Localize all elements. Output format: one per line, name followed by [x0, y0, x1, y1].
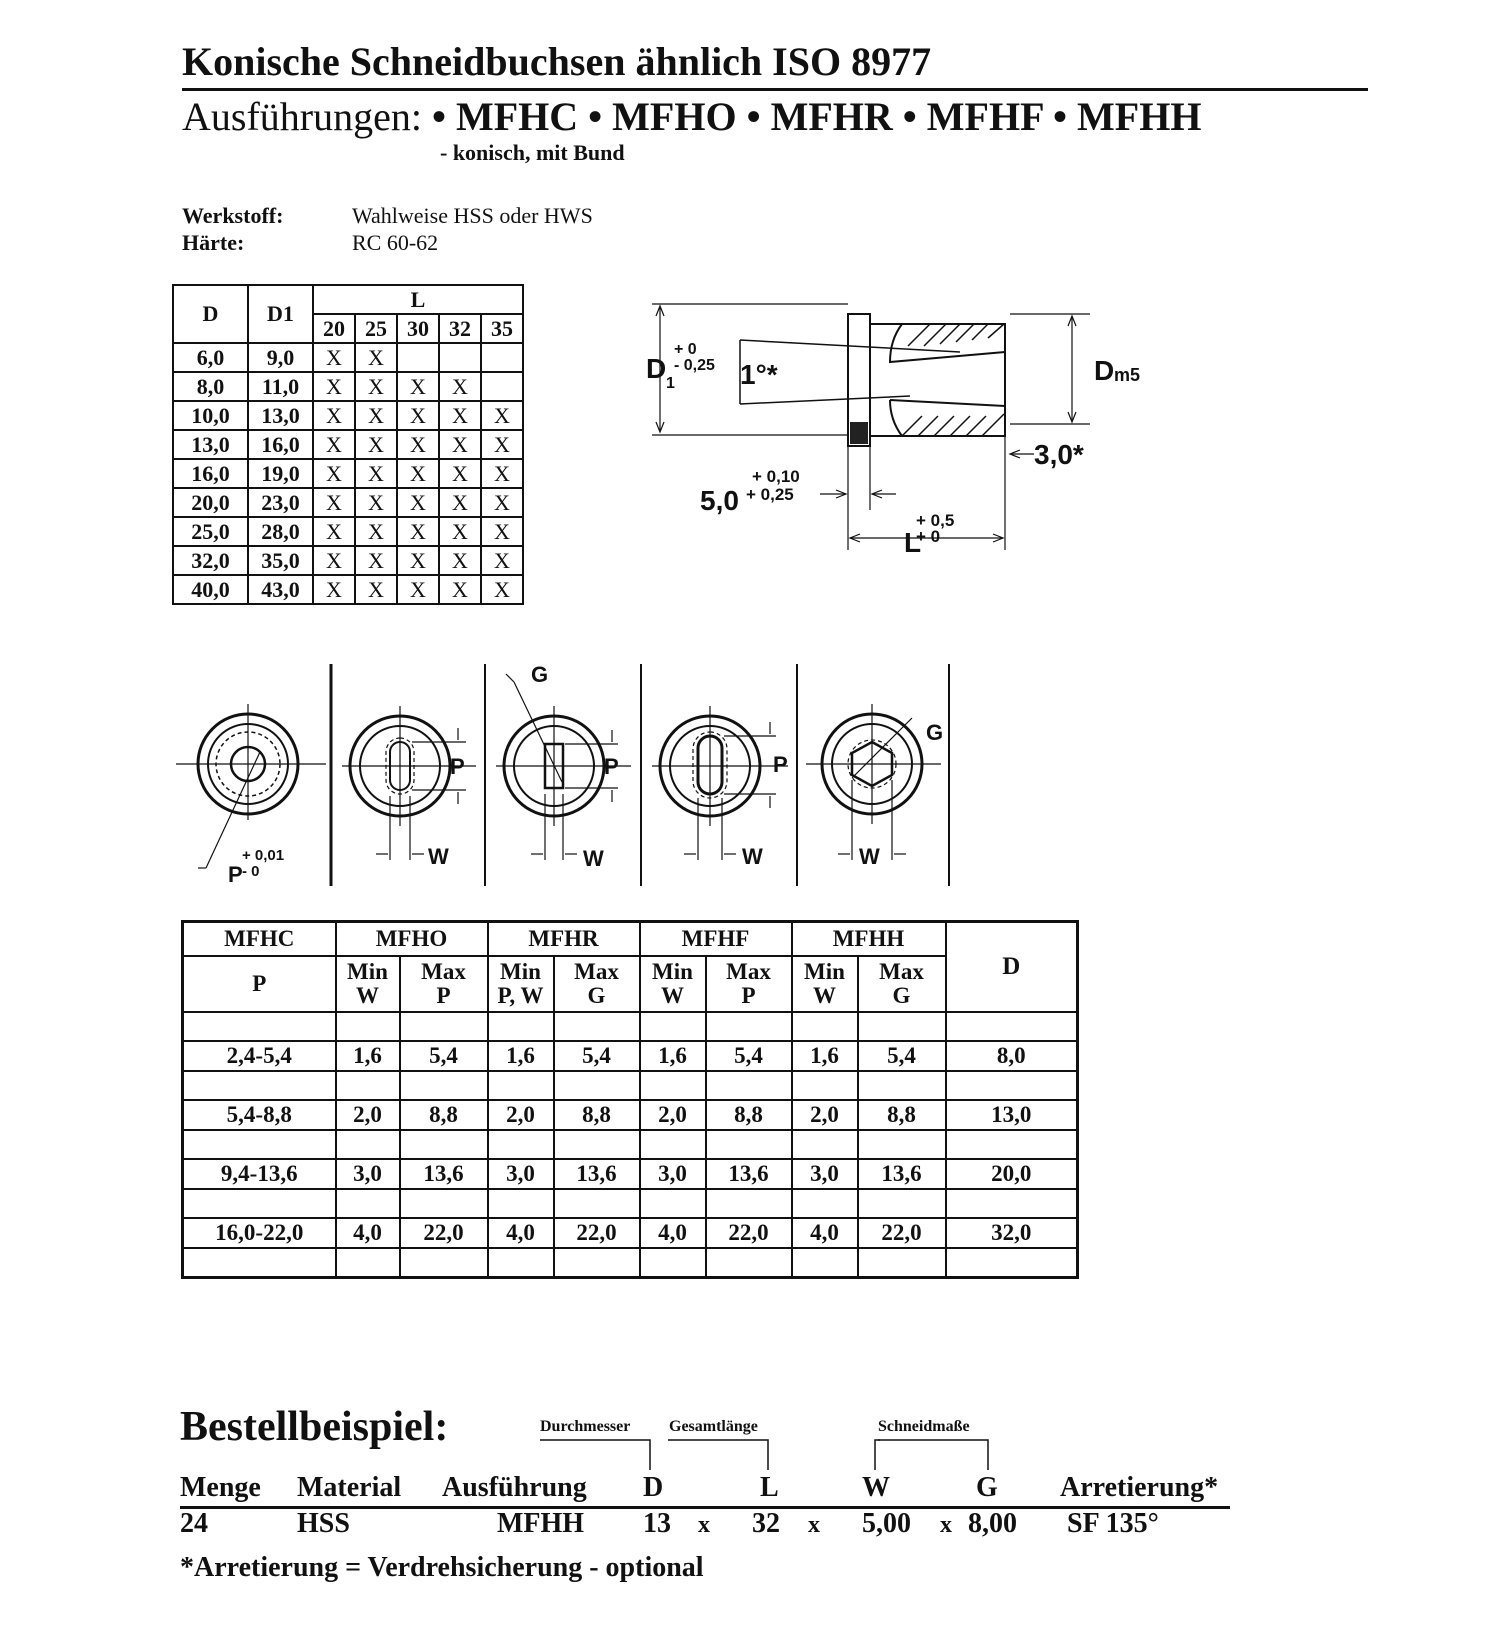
cell-availability: X: [397, 517, 439, 546]
cell-availability: [439, 343, 481, 372]
table-row: [173, 401, 523, 430]
cell-availability: X: [313, 575, 355, 604]
material-value: Wahlweise HSS oder HWS: [352, 203, 593, 228]
spacer-row: [183, 1189, 1078, 1218]
size-table: [172, 284, 524, 605]
title-rule: [182, 88, 1368, 91]
d1-tol-minus: - 0,25: [674, 357, 715, 374]
d-header: D: [946, 922, 1078, 1012]
table-cell: 2,4-5,4: [183, 1041, 336, 1071]
order-val-l: 32: [752, 1508, 780, 1539]
cell-availability: X: [481, 517, 523, 546]
d1-tol-plus: + 0: [674, 341, 697, 358]
table-cell: 13,6: [400, 1159, 488, 1189]
order-head-w: W: [862, 1472, 890, 1503]
order-head-material: Material: [297, 1472, 402, 1503]
cell-d1: 28,0: [248, 517, 313, 546]
cell-availability: X: [439, 459, 481, 488]
cell-availability: X: [397, 459, 439, 488]
table-cell: 20,0: [946, 1159, 1078, 1189]
annotation-brackets: [540, 1438, 1000, 1474]
table-cell: 5,4-8,8: [183, 1100, 336, 1130]
table-cell: 1,6: [792, 1041, 858, 1071]
hardness-value: RC 60-62: [352, 230, 439, 255]
order-head-lock: Arretierung*: [1060, 1472, 1219, 1503]
table-cell: 22,0: [706, 1218, 792, 1248]
body-outline: [870, 324, 1005, 436]
table-cell: 8,0: [946, 1041, 1078, 1071]
table-cell: 13,6: [554, 1159, 640, 1189]
cell-availability: X: [355, 575, 397, 604]
cell-d1: 23,0: [248, 488, 313, 517]
cell-availability: [397, 343, 439, 372]
subtitle: [182, 92, 1201, 142]
table-row: [183, 1159, 1078, 1189]
table-cell: 8,8: [706, 1100, 792, 1130]
table-cell: 3,0: [640, 1159, 706, 1189]
g-label-mfhr: G: [531, 662, 549, 687]
subtitle-note: - konisch, mit Bund: [440, 140, 625, 165]
cell-d1: 43,0: [248, 575, 313, 604]
cell-d1: 35,0: [248, 546, 313, 575]
annotation-cut: Schneidmaße: [878, 1418, 970, 1435]
sub-header: Min P, W: [488, 956, 554, 1012]
cell-d: 6,0: [173, 343, 248, 372]
spacer-row: [183, 1130, 1078, 1159]
sub-header: Min W: [336, 956, 400, 1012]
cell-availability: X: [481, 488, 523, 517]
table-row: [173, 459, 523, 488]
cell-d1: 11,0: [248, 372, 313, 401]
table-cell: 8,8: [858, 1100, 946, 1130]
footnote: *Arretierung = Verdrehsicherung - optional: [180, 1552, 704, 1583]
table-cell: 3,0: [488, 1159, 554, 1189]
order-sep-3: x: [940, 1512, 952, 1538]
profile-mfhh: [806, 704, 944, 860]
w-label-mfho: W: [428, 844, 449, 869]
flange-tol-plus: + 0,10: [752, 467, 800, 486]
profile-drawings: [176, 660, 966, 890]
cell-availability: X: [439, 430, 481, 459]
cell-availability: X: [355, 488, 397, 517]
table-cell: 1,6: [336, 1041, 400, 1071]
cell-availability: X: [355, 546, 397, 575]
cell-availability: X: [397, 546, 439, 575]
cell-availability: X: [397, 430, 439, 459]
p-label-mfho: P: [450, 754, 465, 779]
order-val-d: 13: [643, 1508, 671, 1539]
sub-header: Min W: [792, 956, 858, 1012]
order-val-w: 5,00: [862, 1508, 911, 1539]
cell-availability: X: [481, 401, 523, 430]
angle-label: 1°*: [740, 359, 778, 390]
cell-availability: X: [313, 517, 355, 546]
table-cell: 1,6: [640, 1041, 706, 1071]
spacer-row: [183, 1248, 1078, 1278]
cell-availability: X: [355, 430, 397, 459]
table-cell: 8,8: [554, 1100, 640, 1130]
subtitle-prefix: Ausführungen:: [182, 94, 422, 139]
length-header: 25: [355, 314, 397, 343]
cell-availability: X: [355, 459, 397, 488]
sub-header: P: [183, 956, 336, 1012]
table-row: [173, 430, 523, 459]
col-d1-header: D1: [248, 285, 313, 343]
cell-availability: X: [313, 430, 355, 459]
table-cell: 9,4-13,6: [183, 1159, 336, 1189]
length-label: L: [904, 527, 922, 558]
table-cell: 32,0: [946, 1218, 1078, 1248]
group-mfhr: MFHR: [488, 922, 640, 956]
cell-availability: X: [313, 459, 355, 488]
order-val-lock: SF 135°: [1067, 1508, 1159, 1539]
g-label-mfhh: G: [926, 720, 944, 745]
length-header: 30: [397, 314, 439, 343]
sub-header: Max G: [554, 956, 640, 1012]
table-cell: 4,0: [488, 1218, 554, 1248]
table-cell: 22,0: [554, 1218, 640, 1248]
cell-d: 16,0: [173, 459, 248, 488]
p-label-mfhc: P: [228, 862, 243, 887]
col-l-header: L: [313, 285, 523, 314]
p-tol-plus: + 0,01: [242, 847, 285, 864]
cell-availability: X: [481, 546, 523, 575]
order-val-g: 8,00: [968, 1508, 1017, 1539]
cell-availability: X: [481, 430, 523, 459]
order-head-qty: Menge: [180, 1472, 261, 1503]
stop-label: 3,0*: [1034, 439, 1084, 470]
cell-d: 32,0: [173, 546, 248, 575]
cell-availability: X: [397, 372, 439, 401]
group-mfhh: MFHH: [792, 922, 946, 956]
cell-d: 40,0: [173, 575, 248, 604]
table-cell: 4,0: [640, 1218, 706, 1248]
table-row: [183, 1218, 1078, 1248]
table-row: [173, 546, 523, 575]
group-mfho: MFHO: [336, 922, 488, 956]
cell-d1: 9,0: [248, 343, 313, 372]
cell-availability: X: [313, 546, 355, 575]
length-tol-minus: + 0: [916, 527, 941, 546]
order-head-type: Ausführung: [442, 1472, 587, 1503]
d1-label: D: [646, 353, 667, 384]
cell-availability: X: [355, 343, 397, 372]
table-cell: 2,0: [336, 1100, 400, 1130]
annotation-diameter: Durchmesser: [540, 1418, 631, 1435]
length-header: 20: [313, 314, 355, 343]
table-row: [183, 1100, 1078, 1130]
table-cell: 5,4: [858, 1041, 946, 1071]
w-label-mfhf: W: [742, 844, 763, 869]
table-row: [173, 488, 523, 517]
cell-availability: X: [313, 343, 355, 372]
table-cell: 4,0: [336, 1218, 400, 1248]
table-cell: 13,6: [858, 1159, 946, 1189]
cell-d: 25,0: [173, 517, 248, 546]
cell-availability: X: [439, 488, 481, 517]
cell-availability: X: [397, 488, 439, 517]
order-val-material: HSS: [297, 1508, 350, 1539]
cell-d: 13,0: [173, 430, 248, 459]
sub-header: Max P: [706, 956, 792, 1012]
table-cell: 2,0: [792, 1100, 858, 1130]
length-header: 35: [481, 314, 523, 343]
p-tol-minus: - 0: [242, 863, 260, 880]
group-mfhf: MFHF: [640, 922, 792, 956]
table-cell: 2,0: [640, 1100, 706, 1130]
cell-availability: X: [439, 517, 481, 546]
cell-d: 8,0: [173, 372, 248, 401]
table-cell: 22,0: [858, 1218, 946, 1248]
annotation-length: Gesamtlänge: [669, 1418, 758, 1435]
table-cell: 4,0: [792, 1218, 858, 1248]
table-cell: 1,6: [488, 1041, 554, 1071]
table-cell: 5,4: [554, 1041, 640, 1071]
table-row: [173, 517, 523, 546]
table-cell: 5,4: [706, 1041, 792, 1071]
order-val-type: MFHH: [497, 1508, 585, 1539]
order-title: Bestellbeispiel:: [180, 1404, 449, 1450]
table-row: [173, 575, 523, 604]
dm-label: D: [1094, 355, 1115, 386]
cell-availability: X: [313, 401, 355, 430]
order-head-d: D: [643, 1472, 664, 1503]
hardness-label: Härte:: [182, 230, 245, 255]
flange-tol-minus: + 0,25: [746, 485, 794, 504]
cell-availability: X: [439, 401, 481, 430]
table-cell: 8,8: [400, 1100, 488, 1130]
table-cell: 22,0: [400, 1218, 488, 1248]
sub-header: Min W: [640, 956, 706, 1012]
w-label-mfhh: W: [859, 844, 880, 869]
p-label-mfhf: P: [773, 752, 788, 777]
spacer-row: [183, 1012, 1078, 1041]
page-title: Konische Schneidbuchsen ähnlich ISO 8977: [182, 39, 932, 84]
bushing-drawing: [640, 300, 1180, 570]
order-head-l: L: [760, 1472, 779, 1503]
table-row: [173, 372, 523, 401]
cell-d1: 19,0: [248, 459, 313, 488]
table-cell: 13,6: [706, 1159, 792, 1189]
cell-availability: X: [355, 517, 397, 546]
cell-availability: X: [439, 372, 481, 401]
cell-d: 20,0: [173, 488, 248, 517]
order-sep-1: x: [698, 1512, 710, 1538]
subtitle-models: • MFHC • MFHO • MFHR • MFHF • MFHH: [431, 94, 1202, 139]
group-mfhc: MFHC: [183, 922, 336, 956]
cell-d1: 16,0: [248, 430, 313, 459]
spacer-row: [183, 1071, 1078, 1100]
table-cell: 3,0: [336, 1159, 400, 1189]
cell-availability: X: [355, 401, 397, 430]
profile-mfhc: [176, 704, 326, 868]
cell-availability: X: [439, 575, 481, 604]
order-head-g: G: [976, 1472, 998, 1503]
profile-mfhf: [652, 706, 788, 860]
cell-availability: X: [397, 401, 439, 430]
table-cell: 13,0: [946, 1100, 1078, 1130]
table-cell: 2,0: [488, 1100, 554, 1130]
cell-availability: X: [439, 546, 481, 575]
cell-d: 10,0: [173, 401, 248, 430]
order-sep-2: x: [808, 1512, 820, 1538]
table-row: [173, 343, 523, 372]
table-row: [183, 1041, 1078, 1071]
dm-sub: m5: [1114, 365, 1141, 385]
cell-availability: [481, 372, 523, 401]
material-label: Werkstoff:: [182, 203, 284, 228]
w-label-mfhr: W: [583, 846, 604, 871]
cell-availability: [481, 343, 523, 372]
profile-mfho: [342, 706, 476, 860]
spec-table: [181, 920, 1079, 1279]
cell-availability: X: [481, 575, 523, 604]
length-tol-plus: + 0,5: [916, 511, 955, 530]
cell-availability: X: [313, 372, 355, 401]
cell-availability: X: [481, 459, 523, 488]
sub-header: Max G: [858, 956, 946, 1012]
cell-availability: X: [355, 372, 397, 401]
flange-label: 5,0: [700, 485, 739, 516]
cell-d1: 13,0: [248, 401, 313, 430]
cell-availability: X: [397, 575, 439, 604]
cell-availability: X: [313, 488, 355, 517]
table-cell: 5,4: [400, 1041, 488, 1071]
sub-header: Max P: [400, 956, 488, 1012]
table-cell: 16,0-22,0: [183, 1218, 336, 1248]
length-header: 32: [439, 314, 481, 343]
col-d-header: D: [173, 285, 248, 343]
table-cell: 3,0: [792, 1159, 858, 1189]
p-label-mfhr: P: [604, 754, 619, 779]
d1-sub: 1: [666, 375, 675, 392]
order-val-qty: 24: [180, 1508, 208, 1539]
